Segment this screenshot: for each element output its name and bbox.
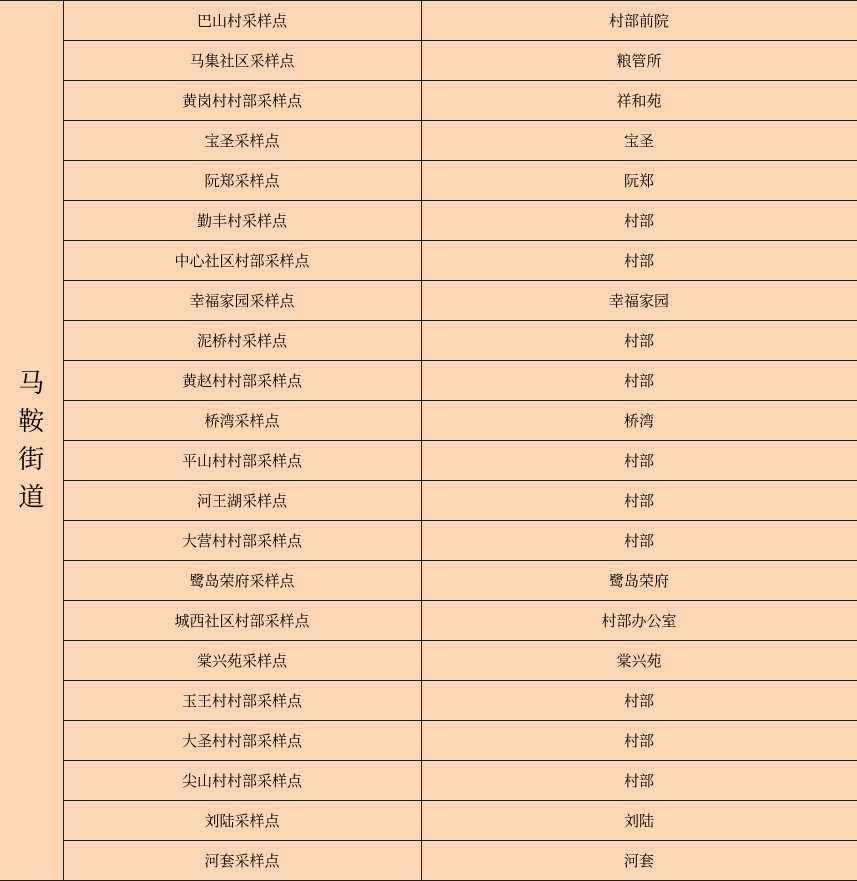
location-cell[interactable]: 村部 <box>421 201 857 241</box>
district-label: 马鞍街道 <box>18 368 45 513</box>
site-name-cell[interactable]: 平山村村部采样点 <box>63 441 421 481</box>
site-name-cell[interactable]: 宝圣采样点 <box>63 121 421 161</box>
district-cell[interactable] <box>0 1 63 881</box>
table-row <box>0 161 857 201</box>
location-cell[interactable]: 阮郑 <box>421 161 857 201</box>
table-row <box>0 361 857 401</box>
table-row <box>0 681 857 721</box>
site-name-cell[interactable]: 河套采样点 <box>63 841 421 881</box>
site-name-cell[interactable]: 马集社区采样点 <box>63 41 421 81</box>
site-name-cell[interactable]: 城西社区村部采样点 <box>63 601 421 641</box>
site-name-cell[interactable]: 黄赵村村部采样点 <box>63 361 421 401</box>
site-name-cell[interactable]: 泥桥村采样点 <box>63 321 421 361</box>
site-name-cell[interactable]: 中心社区村部采样点 <box>63 241 421 281</box>
site-name-cell[interactable]: 玉王村村部采样点 <box>63 681 421 721</box>
location-cell[interactable]: 村部 <box>421 721 857 761</box>
location-cell[interactable]: 鹭岛荣府 <box>421 561 857 601</box>
table-row <box>0 321 857 361</box>
site-name-cell[interactable]: 巴山村采样点 <box>63 1 421 41</box>
location-cell[interactable]: 粮管所 <box>421 41 857 81</box>
location-cell[interactable]: 刘陆 <box>421 801 857 841</box>
site-name-cell[interactable]: 棠兴苑采样点 <box>63 641 421 681</box>
site-name-cell[interactable]: 幸福家园采样点 <box>63 281 421 321</box>
location-cell[interactable]: 村部办公室 <box>421 601 857 641</box>
table-row <box>0 41 857 81</box>
location-cell[interactable]: 祥和苑 <box>421 81 857 121</box>
table-row <box>0 521 857 561</box>
location-cell[interactable]: 村部 <box>421 241 857 281</box>
table-row <box>0 761 857 801</box>
location-cell[interactable]: 村部 <box>421 361 857 401</box>
site-name-cell[interactable]: 大圣村村部采样点 <box>63 721 421 761</box>
table-row <box>0 281 857 321</box>
site-name-cell[interactable]: 黄岗村村部采样点 <box>63 81 421 121</box>
location-cell[interactable]: 幸福家园 <box>421 281 857 321</box>
site-name-cell[interactable]: 勤丰村采样点 <box>63 201 421 241</box>
table-body <box>0 1 857 881</box>
location-cell[interactable]: 棠兴苑 <box>421 641 857 681</box>
table-row <box>0 481 857 521</box>
location-cell[interactable]: 村部 <box>421 521 857 561</box>
site-name-cell[interactable]: 河王湖采样点 <box>63 481 421 521</box>
table-row <box>0 801 857 841</box>
table-row <box>0 721 857 761</box>
site-name-cell[interactable]: 尖山村村部采样点 <box>63 761 421 801</box>
location-cell[interactable]: 村部 <box>421 481 857 521</box>
location-cell[interactable]: 河套 <box>421 841 857 881</box>
location-cell[interactable]: 村部 <box>421 441 857 481</box>
table-row <box>0 641 857 681</box>
table-row <box>0 1 857 41</box>
location-cell[interactable]: 宝圣 <box>421 121 857 161</box>
location-cell[interactable]: 村部 <box>421 681 857 721</box>
table-row <box>0 561 857 601</box>
table-row <box>0 441 857 481</box>
table-row <box>0 841 857 881</box>
site-name-cell[interactable]: 大营村村部采样点 <box>63 521 421 561</box>
location-cell[interactable]: 桥湾 <box>421 401 857 441</box>
location-cell[interactable]: 村部前院 <box>421 1 857 41</box>
table-row <box>0 201 857 241</box>
table-row <box>0 241 857 281</box>
site-name-cell[interactable]: 阮郑采样点 <box>63 161 421 201</box>
table-row <box>0 401 857 441</box>
location-cell[interactable]: 村部 <box>421 761 857 801</box>
site-name-cell[interactable]: 鹭岛荣府采样点 <box>63 561 421 601</box>
table-row <box>0 81 857 121</box>
location-cell[interactable]: 村部 <box>421 321 857 361</box>
site-name-cell[interactable]: 桥湾采样点 <box>63 401 421 441</box>
table-row <box>0 121 857 161</box>
table-row <box>0 601 857 641</box>
site-name-cell[interactable]: 刘陆采样点 <box>63 801 421 841</box>
